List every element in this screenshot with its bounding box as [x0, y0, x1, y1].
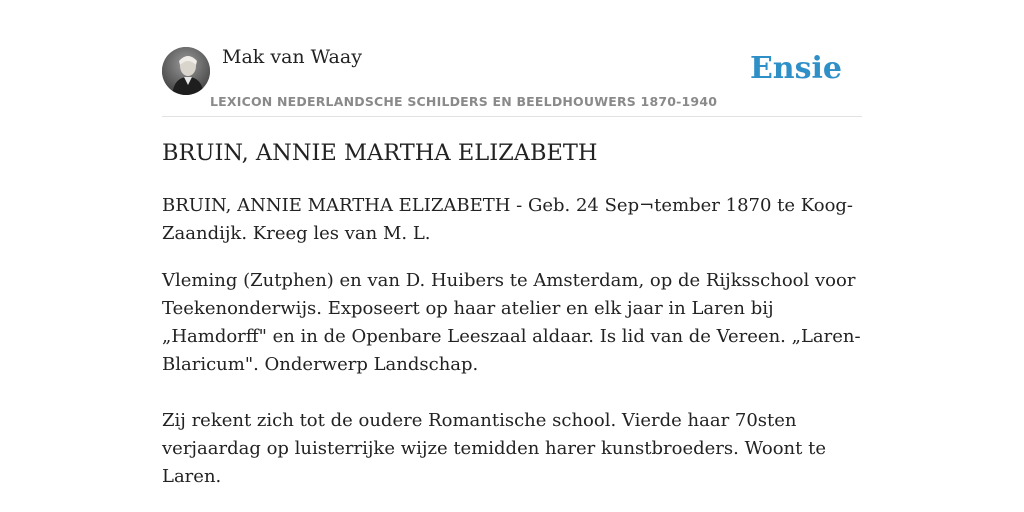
entry-paragraph: Zij rekent zich tot de oudere Romantische school. Vierde haar 70sten verjaardag op luisterrijke wijze temidden harer kunstbroeders. Woont te Laren.	[162, 410, 826, 487]
entry-paragraph: Vleming (Zutphen) en van D. Huibers te Amsterdam, op de Rijksschool voor Teekenonderwijs. Exposeert op haar atelier en elk jaar in Laren bij „Hamdorff" en in de Openbare Leeszaal aldaar. Is lid van de Vereen. „Laren-Blaricum". Onderwerp Landschap.	[162, 270, 861, 375]
entry-paragraph: BRUIN, ANNIE MARTHA ELIZABETH - Geb. 24 Sep¬tember 1870 te Koog-Zaandijk. Kreeg les van M. L.	[162, 195, 854, 244]
portrait-icon	[162, 47, 210, 95]
entry-body	[162, 192, 864, 510]
entry-title: BRUIN, ANNIE MARTHA ELIZABETH	[162, 140, 598, 166]
author-name[interactable]: Mak van Waay	[222, 46, 362, 68]
brand-logo[interactable]: Ensie	[749, 51, 842, 86]
header	[162, 44, 862, 117]
source-title[interactable]: LEXICON NEDERLANDSCHE SCHILDERS EN BEELDHOUWERS 1870-1940	[210, 94, 718, 109]
author-avatar[interactable]	[162, 47, 210, 95]
